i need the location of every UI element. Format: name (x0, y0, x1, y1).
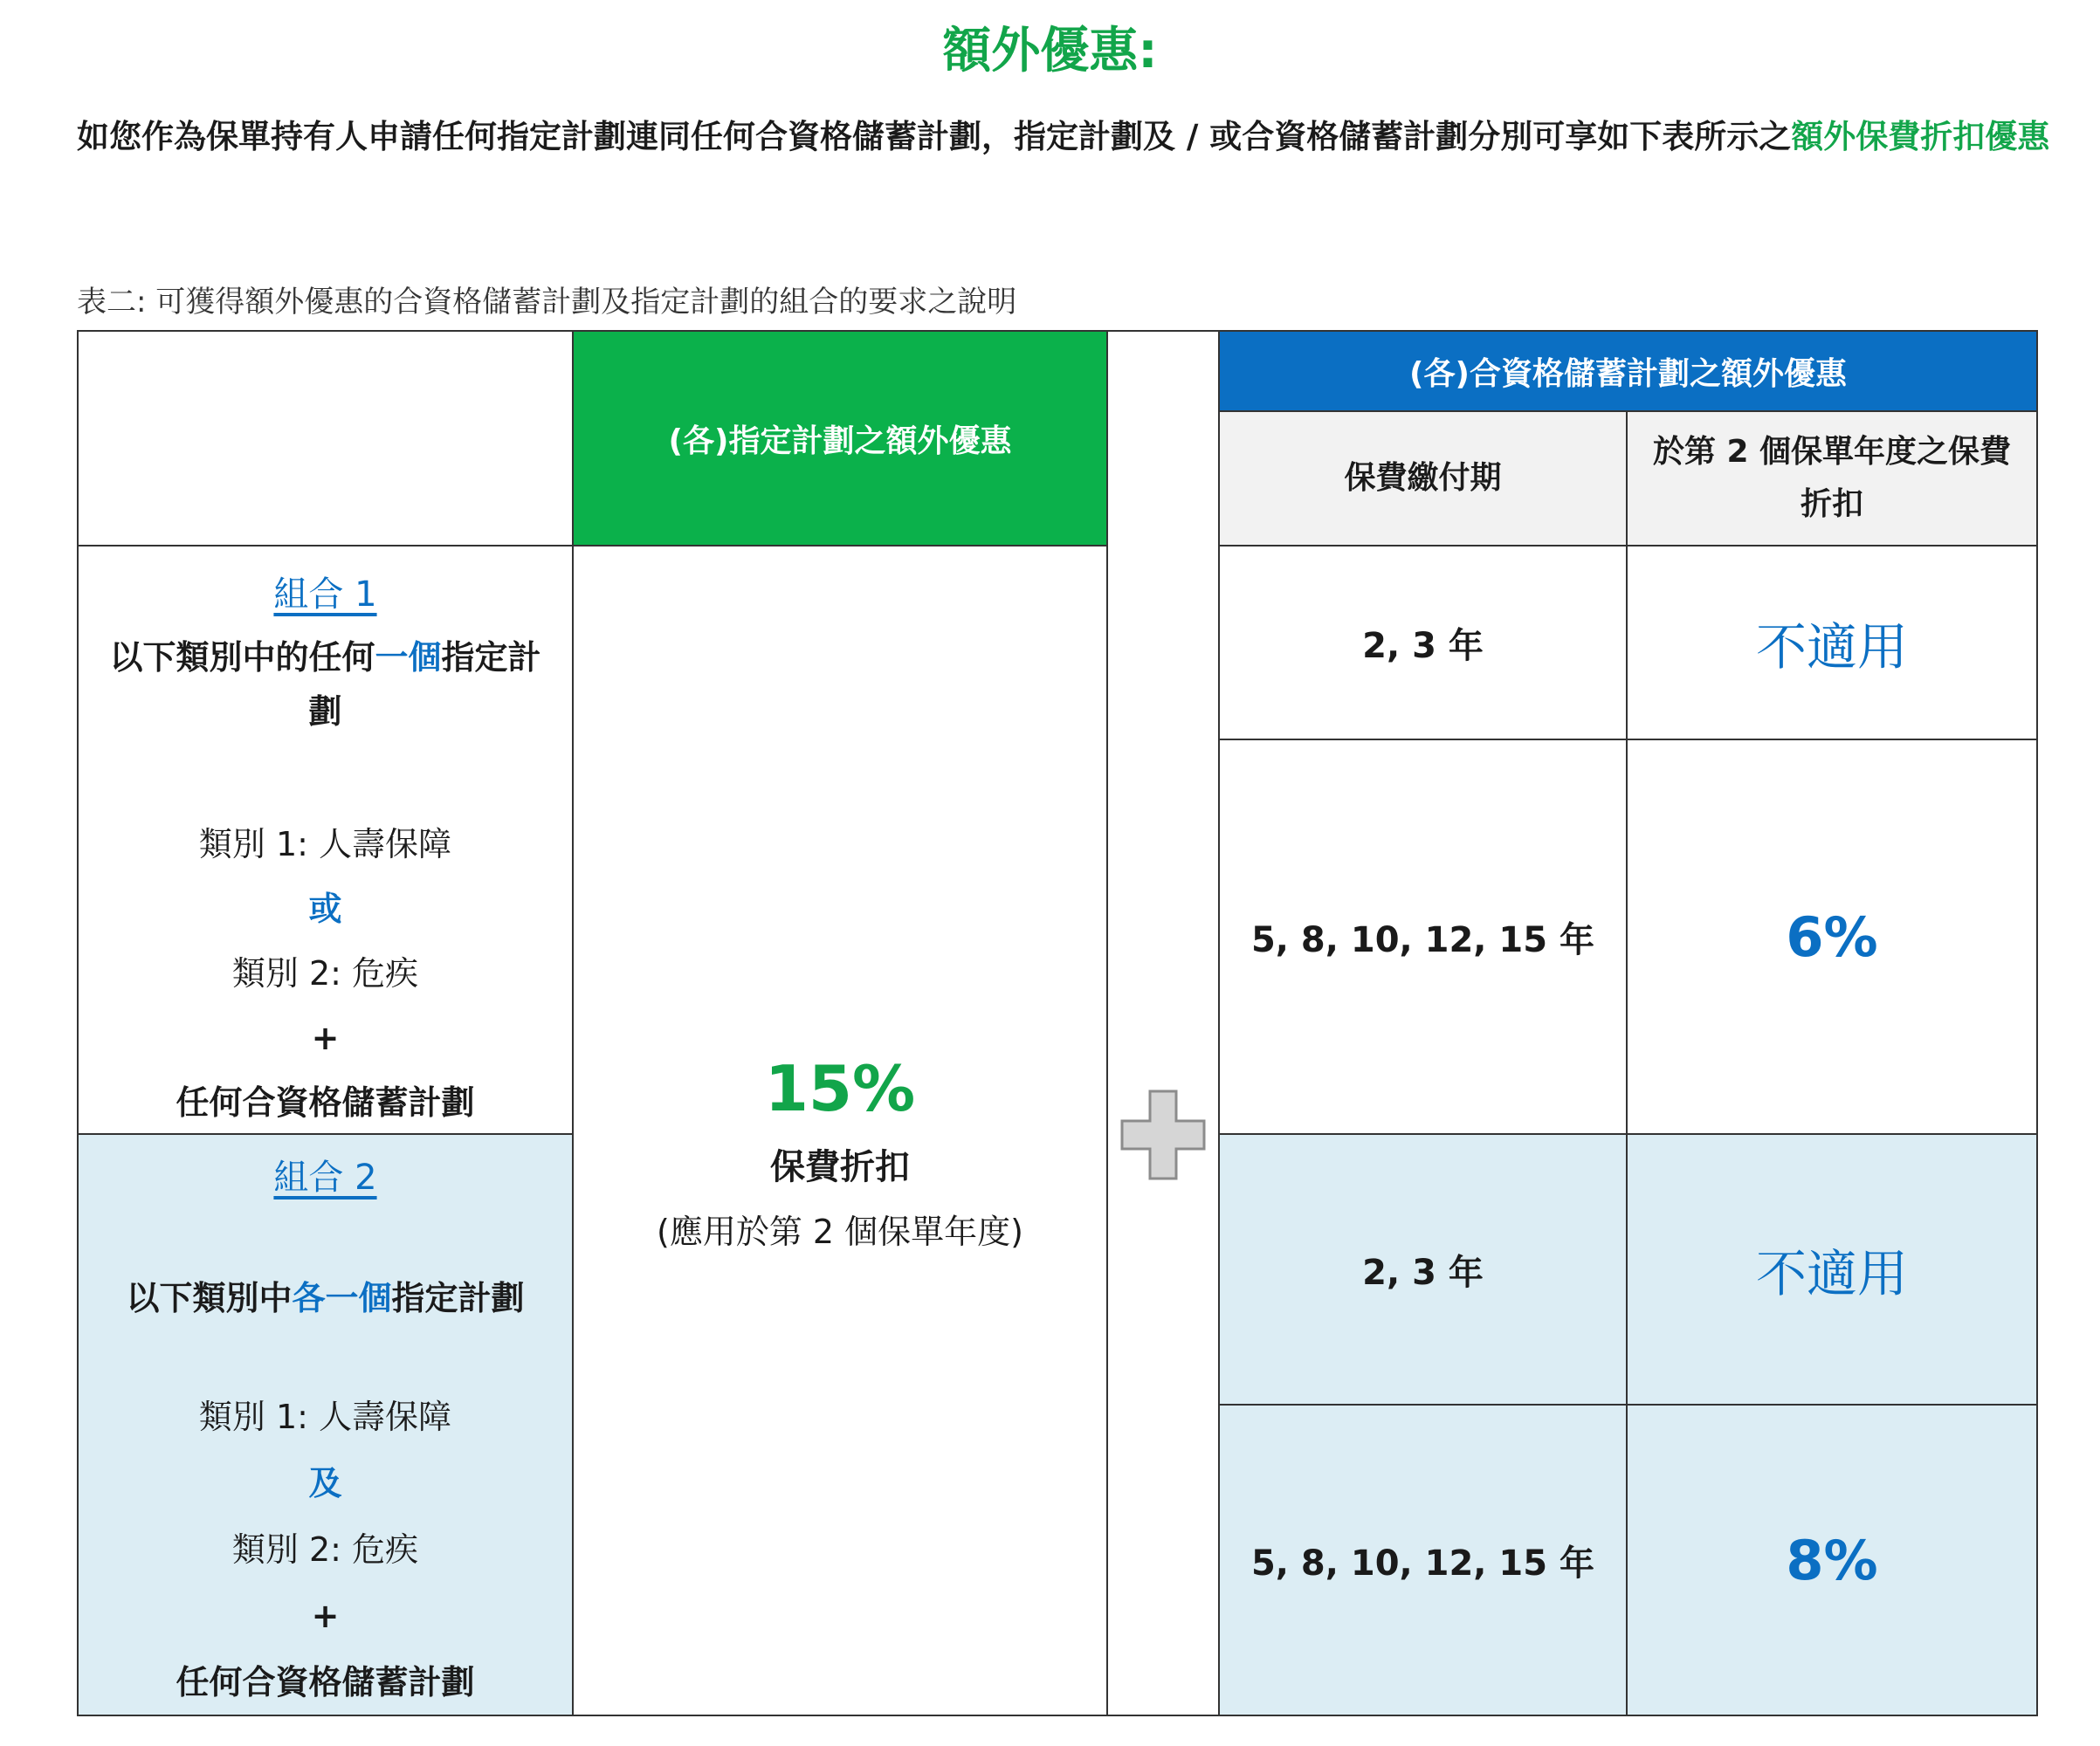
designated-header (572, 330, 1108, 546)
combo1-title: 組合 1 (273, 574, 377, 615)
table-row-3-period: 2, 3 年 (1218, 1133, 1628, 1406)
intro-highlight: 額外保費折扣優惠 (1791, 118, 2050, 155)
combo2-savings: 任何合資格儲蓄計劃 (176, 1663, 475, 1701)
col-period-label: 保費繳付期 (1344, 460, 1502, 496)
plus-icon (1120, 1090, 1206, 1180)
table-row-1-period: 2, 3 年 (1218, 545, 1628, 740)
table-row-4-discount: 8% (1626, 1404, 2038, 1716)
combo1-req-highlight: 一個 (375, 638, 442, 677)
table-row-2-period: 5, 8, 10, 12, 15 年 (1218, 739, 1628, 1135)
intro-text: 如您作為保單持有人申請任何指定計劃連同任何合資格儲蓄計劃，指定計劃及 / 或合資格儲蓄計劃分別可享如下表所示之 (77, 118, 1792, 155)
combo1-requirement: 以下類別中的任何一個指定計劃 (109, 638, 541, 731)
combo2-cat2: 類別 2: 危疾 (231, 1530, 419, 1569)
intro-paragraph (77, 110, 2076, 164)
table-row-1-discount: 不適用 (1626, 545, 2038, 740)
combo2-cell (77, 1133, 574, 1716)
table-caption: 表二: 可獲得額外優惠的合資格儲蓄計劃及指定計劃的組合的要求之說明 (77, 285, 1017, 320)
combo2-cat1: 類別 1: 人壽保障 (198, 1398, 452, 1436)
combo1-cat2: 類別 2: 危疾 (231, 954, 419, 993)
combo1-cat1: 類別 1: 人壽保障 (198, 825, 452, 863)
table-row-3-discount: 不適用 (1626, 1133, 2038, 1406)
combo2-requirement: 以下類別中各一個指定計劃 (126, 1279, 525, 1317)
designated-header-label: (各)指定計劃之額外優惠 (668, 423, 1012, 459)
combo1-plus: + (311, 1019, 340, 1057)
designated-offer-cell (572, 545, 1108, 1716)
combo1-savings: 任何合資格儲蓄計劃 (176, 1083, 475, 1122)
designated-percent: 15% (764, 1052, 916, 1125)
combo2-connector: 及 (308, 1464, 342, 1502)
col-period-header (1218, 410, 1628, 546)
combo1-connector: 或 (308, 890, 342, 928)
plus-column (1106, 330, 1220, 1716)
combo1-cell (77, 545, 574, 1135)
combo2-title: 組合 2 (273, 1158, 377, 1198)
designated-note: (應用於第 2 個保單年度) (657, 1213, 1023, 1251)
col-discount-header (1626, 410, 2038, 546)
page-title: 額外優惠: (942, 23, 1158, 79)
designated-label: 保費折扣 (770, 1147, 910, 1187)
savings-header (1218, 330, 2038, 412)
header-empty-cell (77, 330, 574, 546)
col-discount-label: 於第 2 個保單年度之保費折扣 (1652, 434, 2012, 522)
table-row-2-discount: 6% (1626, 739, 2038, 1135)
combo2-plus: + (311, 1597, 340, 1635)
table-row-4-period: 5, 8, 10, 12, 15 年 (1218, 1404, 1628, 1716)
savings-header-label: (各)合資格儲蓄計劃之額外優惠 (1409, 355, 1847, 392)
combo2-req-highlight: 各一個 (292, 1279, 392, 1317)
